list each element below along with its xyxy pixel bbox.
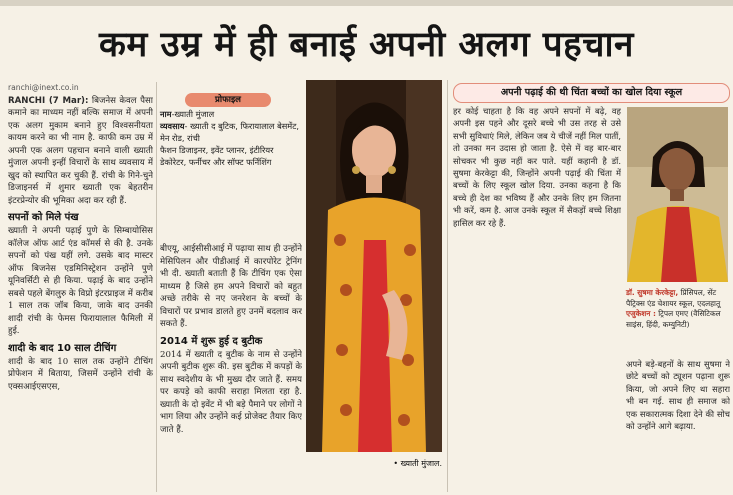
subheading-boutique: 2014 में शुरू हुई द बुटीक xyxy=(160,335,263,347)
profile-box xyxy=(160,108,302,168)
business-value: - ख्याती द बुटिक, फिरायालाल बेसमेंट, मेन रोड, रांची xyxy=(160,121,299,143)
para-teaching: शादी के बाद 10 साल तक उन्होंने टीचिंग प्रोफेशन में बिताया, जिसमें उन्होंने रांची के एक्सआईएसएस, xyxy=(8,356,153,392)
dateline: RANCHI (7 Mar): xyxy=(8,95,89,106)
email: ranchi@inext.co.in xyxy=(8,83,79,92)
column-1 xyxy=(8,82,153,492)
column-rule-2 xyxy=(447,80,448,492)
sidebar-portrait xyxy=(627,107,728,282)
subheading-dreams: सपनों को मिले पंख xyxy=(8,212,79,223)
intro-text: बिजनेस केवल पैसा कमाने का माध्यम नहीं बल्कि समाज में अपनी एक अलग मुकाम बनाने हुए विश्वसनीयता कायम करने का भी नाम है. काफी कम उम्र में अपनी एक अलग पहचान बनाने वाली ख्याती मुंजाल अपनी इन्हीं विचारों के साथ व्यवसाय में खुद को स्थापित कर चुकी हैं. रांची के गिने-चुने डिजाइनर्स में शुमार ख्याती एक बेहतरीन इंटरप्रेन्योर की भूमिका अदा कर रही हैं. xyxy=(8,95,153,206)
profile-tab: प्रोफाइल xyxy=(185,93,271,107)
expertise: फैशन डिजाइनर, इवेंट प्लानर, इंटीरियर डेकोरेटर, फर्नीचर और सॉफ्ट फर्निशिंग xyxy=(160,145,274,167)
sidebar-text-2: अपने बड़े-बहनों के साथ सुषमा ने छोटे बच्चों को ट्यूशन पढ़ाना शुरू किया, जो अपने लिए था सहारा भी बन गई. साथ ही समाज को एक सकारात्मक दिशा देने की सोच को उन्होंने आगे बढ़ाया. xyxy=(626,359,730,432)
portrait-photo xyxy=(306,80,442,452)
caption-role: प्रिंसिपल, सेंट पैट्रिक्स एंड चेशायर स्कूल, एदलहातू xyxy=(626,288,721,308)
top-rule xyxy=(0,0,733,6)
caption-edu-label: एजुकेशन : xyxy=(626,309,656,318)
name-value: -ख्याती मुंजाल xyxy=(171,109,215,119)
para-teaching-cont: बीएयू, आईसीसीआई में पढ़ाया साथ ही उन्होंने मेसिपिलन और पीडीआई में कारपोरेट ट्रेनिंग भी दी. ख्याती बताती हैं कि टीचिंग एक ऐसा माध्यम है जिसे हम अपने विचारों को बहुत अच्छे तरीके से नए जनरेशन के बच्चों के विचारों पर प्रभाव डालते हुए उनमें बदलाव कर सकते हैं. xyxy=(160,244,302,329)
business-label: व्यवसाय xyxy=(160,121,185,131)
sidebar-caption xyxy=(626,288,730,330)
caption-name: डॉ. सुषमा केरकेट्टा, xyxy=(626,288,679,297)
sidebar-portrait-illustration xyxy=(627,107,728,282)
para-dreams: ख्याती ने अपनी पढ़ाई पुणे के सिम्बायोसिस कॉलेज ऑफ आर्ट एंड कॉमर्स से की है. उनके सपनों को पंख यहीं लगे. उसके बाद मास्टर ऑफ बिजनेस एडमिनिस्ट्रेशन उन्होंने पुणे यूनिवर्सिटी से ही किया. पढ़ाई के बाद उन्होंने सबसे पहले बेंगलुरु के विप्रो इंटरप्राइज में करीब 1 साल तक जॉब किया, जाके बाद उनकी शादी रांची के फेमस फिरायालाल फैमिली में हुई. xyxy=(8,226,153,336)
portrait-illustration xyxy=(306,80,442,452)
caption-edu: ट्रिपल एमए (वैसिटिकल साइंस, हिंदी, कम्युनिटी) xyxy=(626,309,721,329)
column-rule-1 xyxy=(156,82,157,492)
column-2 xyxy=(160,243,302,493)
sidebar-text: हर कोई चाहता है कि वह अपने सपनों में बढ़े, वह अपनी इस पहने और दूसरे बच्चे भी उस तरह से उसे सभी सुविधाएं मिले, लेकिन जब ये चीजें नहीं मिल पातीं, तो उनका मन उदास हो जाता है. ऐसे में वह बार-बार सोचकर भी कुछ नहीं कर पाते. यहीं कहानी है डॉ. सुषमा केरकेट्टा की, जिन्होंने अपनी पढ़ाई की चिंता में बच्चों के लिए स्कूल खोल दिया. उनका कहना है कि बच्चे ही देश का भविष्य हैं और उनके लिए हम जितना भी करें, कम है. आज उनके स्कूल में सैकड़ों बच्चे शिक्षा हासिल कर रहे हैं. xyxy=(453,106,621,228)
photo-caption: • ख्याती मुंजाल. xyxy=(393,459,442,468)
headline: कम उम्र में ही बनाई अपनी अलग पहचान xyxy=(99,25,634,65)
name-label: नाम xyxy=(160,109,172,119)
subheading-teaching: शादी के बाद 10 साल टीचिंग xyxy=(8,342,117,354)
sidebar-heading: अपनी पढ़ाई की थी चिंता बच्चों का खोल दिया स्कूल xyxy=(453,83,730,103)
para-boutique: 2014 में ख्याती द बुटीक के नाम से उन्होंने अपनी बुटीक शुरू की. इस बुटीक में कपड़ों के साथ स्वदेशीय के भी मुख्य दौर जाते हैं. समय पर कपड़े को काफी सराहा मिलता रहा है. ख्याती के दो इवेंट में भी बड़े पैमाने पर लोगों ने भाग लिया और उन्होंने कई प्रोजेक्ट तैयार किए जाते हैं. xyxy=(160,349,302,435)
